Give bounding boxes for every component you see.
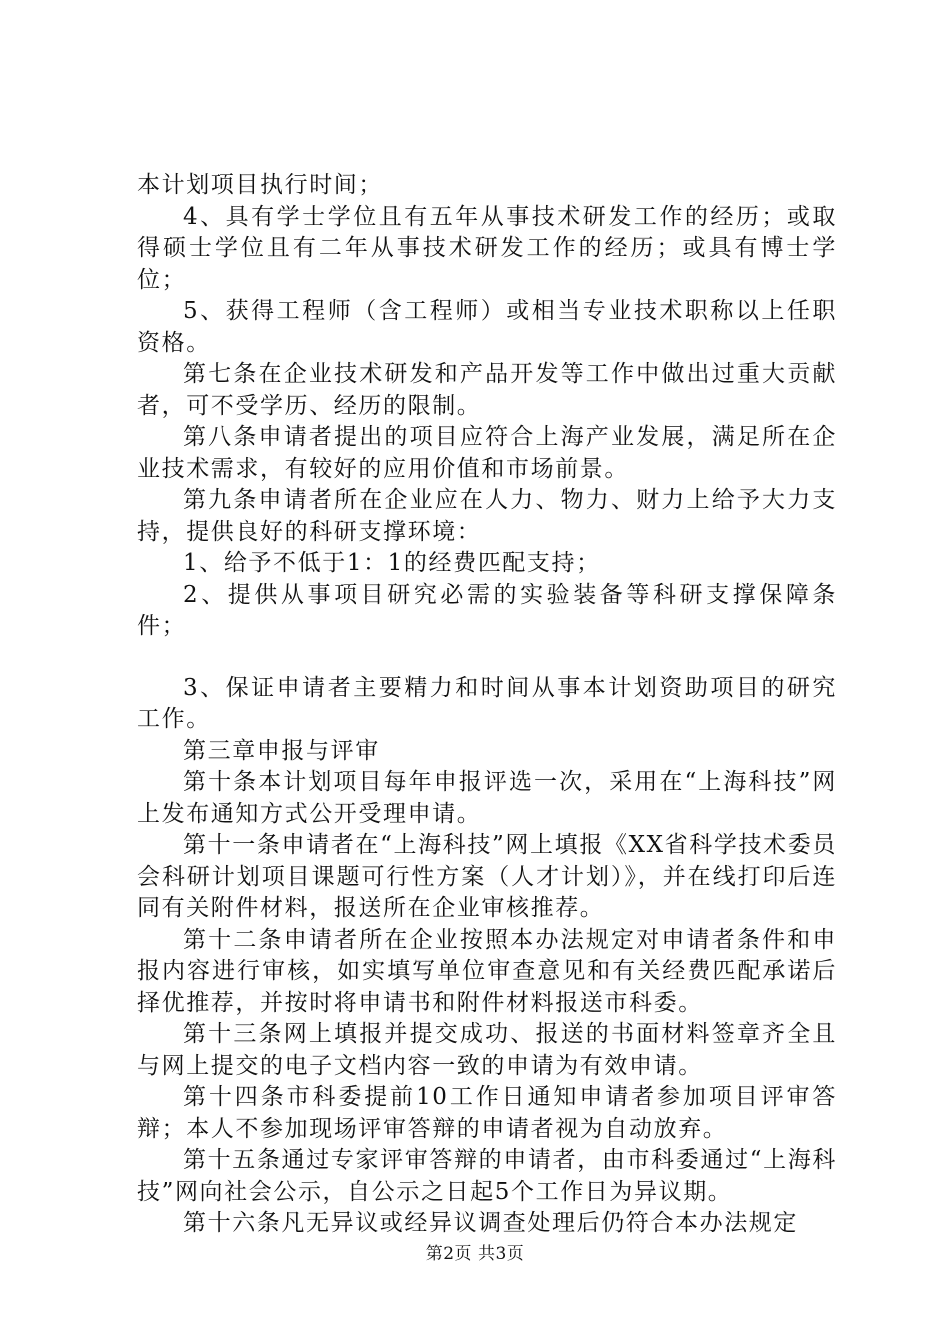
paragraph-support-1: 1、给予不低于1：1的经费匹配支持； bbox=[183, 550, 601, 576]
paragraph-article-12: 第十二条申请者所在企业按照本办法规定对申请者条件和申报内容进行审核，如实填写单位审查意见和有关经费匹配承诺后择优推荐，并按时将申请书和附件材料报送市科委。 bbox=[137, 926, 837, 1016]
paragraph-article-11: 第十一条申请者在“上海科技”网上填报《XX省科学技术委员会科研计划项目课题可行性方案（人才计划）》，并在线打印后连同有关附件材料，报送所在企业审核推荐。 bbox=[137, 832, 837, 921]
paragraph-article-10: 第十条本计划项目每年申报评选一次，采用在“上海科技”网上发布通知方式公开受理申请。 bbox=[137, 769, 837, 827]
paragraph-article-13: 第十三条网上填报并提交成功、报送的书面材料签章齐全且与网上提交的电子文档内容一致的申请为有效申请。 bbox=[137, 1021, 837, 1079]
paragraph-article-7: 第七条在企业技术研发和产品开发等工作中做出过重大贡献者，可不受学历、经历的限制。 bbox=[137, 361, 837, 419]
page-footer: 第2页 共3页 bbox=[425, 1244, 525, 1264]
paragraph-article-16: 第十六条凡无异议或经异议调查处理后仍符合本办法规定 bbox=[183, 1210, 798, 1236]
paragraph-continuation: 本计划项目执行时间； bbox=[137, 172, 383, 198]
paragraph-item-5: 5、获得工程师（含工程师）或相当专业技术职称以上任职资格。 bbox=[137, 298, 837, 356]
paragraph-support-2: 2、提供从事项目研究必需的实验装备等科研支撑保障条件； bbox=[137, 581, 837, 639]
paragraph-article-14: 第十四条市科委提前10工作日通知申请者参加项目评审答辩；本人不参加现场评审答辩的申请者视为自动放弃。 bbox=[137, 1084, 837, 1142]
chapter-heading: 第三章申报与评审 bbox=[183, 737, 380, 764]
paragraph-support-3: 3、保证申请者主要精力和时间从事本计划资助项目的研究工作。 bbox=[137, 674, 837, 732]
document-body bbox=[137, 170, 837, 1240]
paragraph-article-9: 第九条申请者所在企业应在人力、物力、财力上给予大力支持，提供良好的科研支撑环境： bbox=[137, 487, 837, 545]
paragraph-article-8: 第八条申请者提出的项目应符合上海产业发展，满足所在企业技术需求，有较好的应用价值和市场前景。 bbox=[137, 424, 837, 482]
paragraph-article-15: 第十五条通过专家评审答辩的申请者，由市科委通过“上海科技”网向社会公示，自公示之日起5个工作日为异议期。 bbox=[137, 1147, 837, 1205]
paragraph-item-4: 4、具有学士学位且有五年从事技术研发工作的经历；或取得硕士学位且有二年从事技术研发工作的经历；或具有博士学位； bbox=[137, 203, 837, 293]
